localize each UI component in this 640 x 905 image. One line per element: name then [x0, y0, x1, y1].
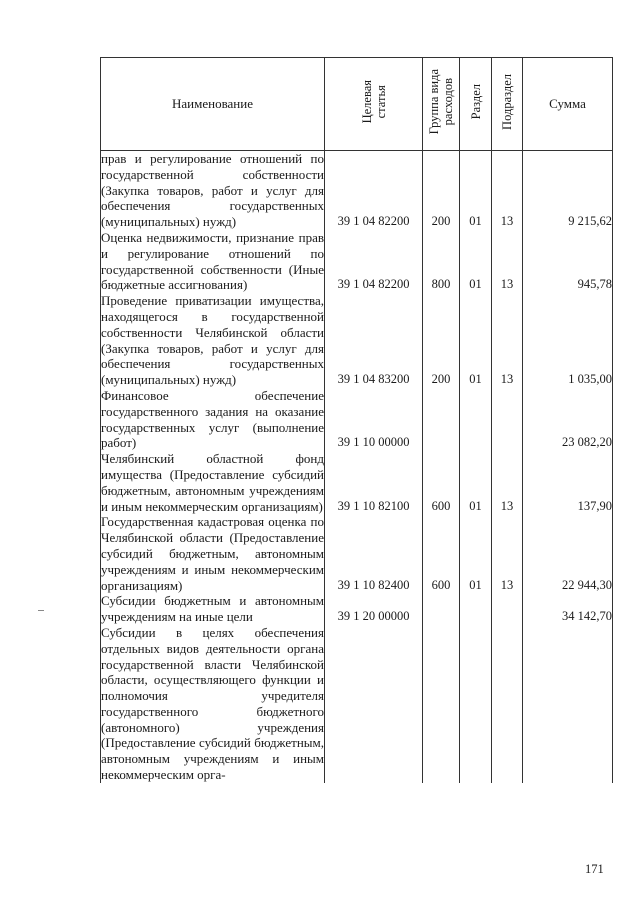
cell-section: [460, 388, 492, 451]
cell-name: Оценка недвижимости, признание прав и регулирование отношений по государственной собственности (Иные бюджетные ассигнования): [101, 229, 324, 293]
cell-section: 01: [460, 230, 492, 293]
cell-group: 200: [423, 293, 460, 388]
cell-subsection: 13: [492, 293, 523, 388]
table-row: [101, 388, 613, 451]
table-row: [101, 514, 613, 593]
cell-sum: 23 082,20: [523, 388, 613, 451]
table-row: [101, 293, 613, 388]
cell-section: [460, 593, 492, 625]
cell-section: [460, 625, 492, 783]
header-sum: Сумма: [523, 58, 613, 151]
page-number: 171: [585, 862, 604, 876]
cell-subsection: 13: [492, 451, 523, 514]
cell-name: Государственная кадастровая оценка по Челябинской области (Предоставление субсидий бюджетным, автономным учреждениям и иным некоммерческим организациям): [101, 514, 324, 593]
cell-group: [423, 625, 460, 783]
cell-article: 39 1 04 82200: [325, 230, 423, 293]
cell-section: 01: [460, 293, 492, 388]
cell-group: 200: [423, 151, 460, 230]
table-row: [101, 230, 613, 293]
cell-sum: 945,78: [523, 230, 613, 293]
cell-sum: 34 142,70: [523, 593, 613, 625]
cell-name: Проведение приватизации имущества, находящегося в государственной собственности Челябинской области (Закупка товаров, работ и услуг для обеспечения государственных (муниципальных) нужд): [101, 293, 324, 388]
header-name: Наименование: [101, 58, 325, 151]
cell-name: Субсидии бюджетным и автономным учреждениям на иные цели: [101, 593, 324, 625]
table-row: [101, 593, 613, 625]
cell-article: 39 1 10 00000: [325, 388, 423, 451]
header-section: Раздел: [460, 58, 492, 151]
table-row: [101, 151, 613, 230]
cell-article: 39 1 10 82100: [325, 451, 423, 514]
header-group: Группа вида расходов: [423, 58, 460, 151]
table-row: [101, 451, 613, 514]
cell-group: 800: [423, 230, 460, 293]
cell-name: Финансовое обеспечение государственного задания на оказание государственных услуг (выполнение работ): [101, 387, 324, 451]
cell-name: прав и регулирование отношений по государственной собственности (Закупка товаров, работ и услуг для обеспечения государственных (муниципальных) нужд): [101, 151, 324, 230]
scan-artifact: [38, 610, 44, 611]
cell-group: 600: [423, 514, 460, 593]
cell-subsection: [492, 625, 523, 783]
table-header-row: [101, 58, 613, 151]
cell-article: 39 1 20 00000: [325, 593, 423, 625]
cell-name: Челябинский областной фонд имущества (Предоставление субсидий бюджетным, автономным учреждениям и иным некоммерческим организациям): [101, 451, 324, 514]
cell-article: [325, 625, 423, 783]
header-subsection: Подраздел: [492, 58, 523, 151]
cell-group: [423, 593, 460, 625]
cell-subsection: 13: [492, 151, 523, 230]
cell-article: 39 1 10 82400: [325, 514, 423, 593]
cell-sum: 9 215,62: [523, 151, 613, 230]
cell-section: 01: [460, 514, 492, 593]
cell-sum: 1 035,00: [523, 293, 613, 388]
cell-subsection: 13: [492, 230, 523, 293]
cell-section: 01: [460, 451, 492, 514]
cell-name: Субсидии в целях обеспечения отдельных видов деятельности органа государственной власти Челябинской области, осуществляющего функции и полномочия учредителя государственного бюджетного (автономного) учреждения (Предоставление субсидий бюджетным, автономным учреждениям и иным некоммерческим орга-: [101, 624, 324, 783]
budget-table: [100, 57, 613, 783]
cell-article: 39 1 04 82200: [325, 151, 423, 230]
cell-group: [423, 388, 460, 451]
cell-group: 600: [423, 451, 460, 514]
cell-sum: 137,90: [523, 451, 613, 514]
cell-section: 01: [460, 151, 492, 230]
cell-sum: [523, 625, 613, 783]
cell-subsection: 13: [492, 514, 523, 593]
cell-subsection: [492, 593, 523, 625]
header-article: Целевая статья: [325, 58, 423, 151]
table-row: [101, 625, 613, 783]
cell-article: 39 1 04 83200: [325, 293, 423, 388]
cell-subsection: [492, 388, 523, 451]
cell-sum: 22 944,30: [523, 514, 613, 593]
